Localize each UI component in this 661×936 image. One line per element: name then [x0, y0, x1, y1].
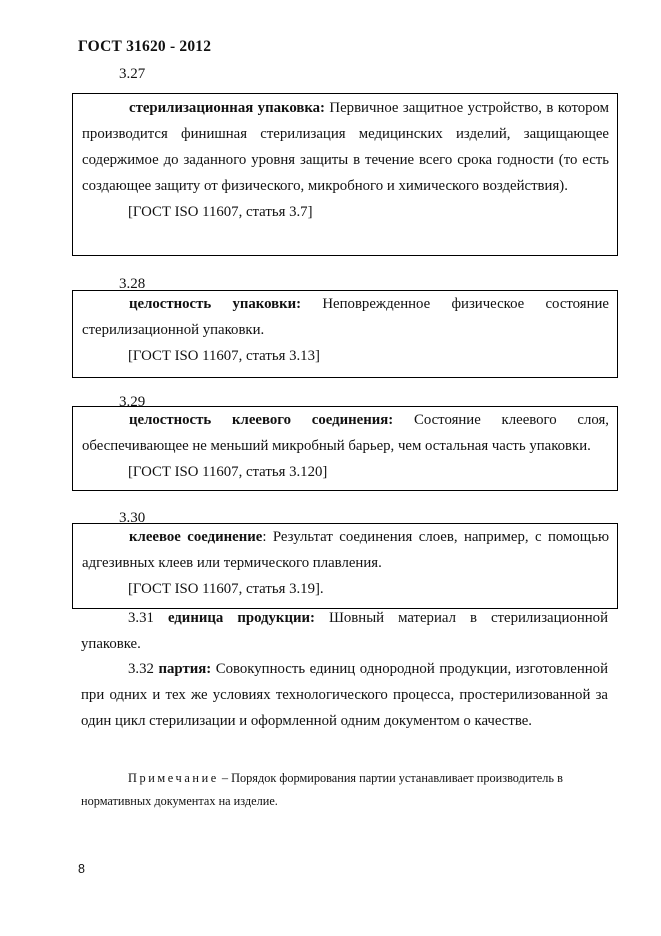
reference: [ГОСТ ISO 11607, статья 3.7]	[128, 204, 313, 220]
document-header: ГОСТ 31620 - 2012	[78, 38, 212, 55]
definition: Состояние клеевого слоя, обеспечивающее не меньший микробный барьер, чем остальная часть упаковки.	[82, 412, 609, 454]
term: стерилизационная упаковка:	[129, 100, 325, 116]
note-text: – Порядок формирования партии устанавливает производитель в нормативных документах на изделие.	[81, 771, 563, 808]
entry-number: 3.27	[119, 66, 146, 82]
entry-number: 3.31	[128, 610, 154, 626]
definition: Первичное защитное устройство, в котором производится финишная стерилизация медицинских изделий, защищающее содержимое до заданного уровня защиты в течение всего срока годности (то есть создающее защиту от физического, микробного и химического воздействия).	[82, 100, 609, 194]
definition-box	[72, 290, 618, 378]
definition-box	[72, 406, 618, 491]
note	[81, 767, 608, 813]
entry-number: 3.29	[119, 394, 146, 410]
entry-number: 3.28	[119, 276, 146, 292]
definition: Совокупность единиц однородной продукции, изготовленной при одних и тех же условиях технологического процесса, простерилизованной за один цикл стерилизации и оформленной одним документом о качестве.	[81, 661, 608, 729]
definition: : Результат соединения слоев, например, с помощью адгезивных клеев или термического плавления.	[82, 529, 609, 571]
reference: [ГОСТ ISO 11607, статья 3.19].	[128, 581, 324, 597]
definition-text	[81, 656, 608, 734]
definition-text	[82, 291, 609, 343]
definition-text	[81, 605, 608, 657]
definition-text	[82, 95, 609, 199]
note-label: Примечание	[128, 771, 219, 785]
page-number: 8	[78, 862, 85, 876]
term: целостность клеевого соединения:	[129, 412, 394, 428]
definition-text	[82, 407, 609, 459]
term: целостность упаковки:	[129, 296, 302, 312]
entry-number: 3.30	[119, 510, 146, 526]
definition: Шовный материал в стерилизационной упаковке.	[81, 610, 609, 652]
term: единица продукции:	[167, 610, 315, 626]
definition-text	[82, 524, 609, 576]
definition-box	[72, 93, 618, 256]
definition-box	[72, 523, 618, 609]
reference: [ГОСТ ISO 11607, статья 3.120]	[128, 464, 328, 480]
entry-number: 3.32	[128, 661, 154, 677]
reference: [ГОСТ ISO 11607, статья 3.13]	[128, 348, 320, 364]
term: партия:	[158, 661, 212, 677]
definition: Неповрежденное физическое состояние стерилизационной упаковки.	[82, 296, 609, 338]
term: клеевое соединение	[129, 529, 263, 545]
